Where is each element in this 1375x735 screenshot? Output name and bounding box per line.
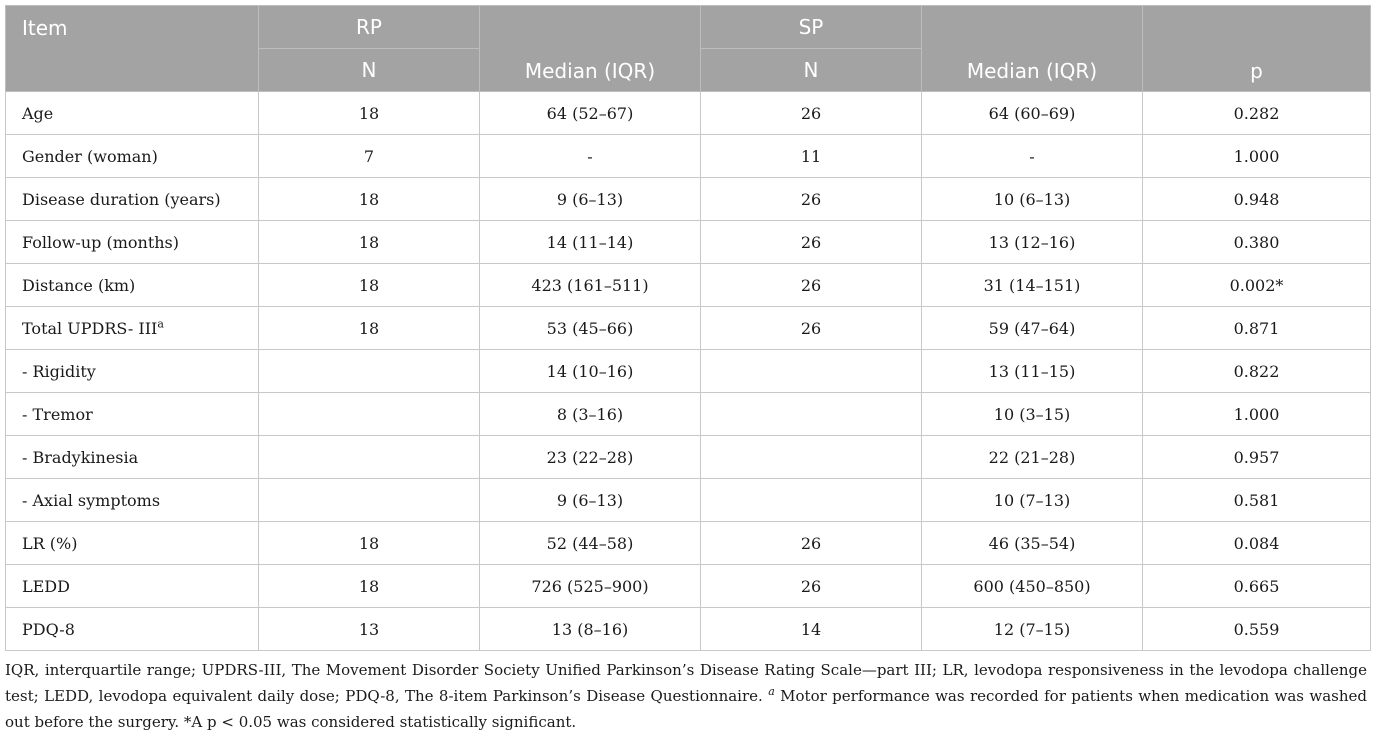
cell-sp-n: 26: [701, 178, 922, 221]
cell-rp-median: 726 (525–900): [480, 565, 701, 608]
cell-rp-n: [259, 350, 480, 393]
cell-rp-median: 423 (161–511): [480, 264, 701, 307]
cell-item: Age: [6, 92, 259, 135]
cell-p: 0.822: [1143, 350, 1371, 393]
header-sp-median: Median (IQR): [922, 6, 1143, 92]
table-body: [6, 92, 1371, 651]
cell-p: 0.871: [1143, 307, 1371, 350]
cell-rp-n: [259, 393, 480, 436]
header-rp-n: N: [259, 49, 480, 92]
cell-sp-median: 10 (6–13): [922, 178, 1143, 221]
cell-p: 0.380: [1143, 221, 1371, 264]
cell-sp-median: 46 (35–54): [922, 522, 1143, 565]
cell-sp-n: 26: [701, 92, 922, 135]
table-row: [6, 135, 1371, 178]
cell-rp-median: 9 (6–13): [480, 178, 701, 221]
cell-item: - Tremor: [6, 393, 259, 436]
cell-p: 0.581: [1143, 479, 1371, 522]
table-row: [6, 92, 1371, 135]
table-header: [6, 6, 1371, 92]
cell-item: Gender (woman): [6, 135, 259, 178]
cell-sp-median: 10 (7–13): [922, 479, 1143, 522]
data-table: [5, 5, 1371, 651]
cell-item: LR (%): [6, 522, 259, 565]
cell-sp-median: 10 (3–15): [922, 393, 1143, 436]
cell-sp-median: 59 (47–64): [922, 307, 1143, 350]
cell-rp-n: 18: [259, 565, 480, 608]
cell-p: 0.957: [1143, 436, 1371, 479]
cell-rp-median: 23 (22–28): [480, 436, 701, 479]
cell-sp-median: 22 (21–28): [922, 436, 1143, 479]
cell-sp-median: 31 (14–151): [922, 264, 1143, 307]
cell-item: - Axial symptoms: [6, 479, 259, 522]
cell-rp-n: 18: [259, 522, 480, 565]
cell-sp-n: [701, 479, 922, 522]
cell-rp-n: 13: [259, 608, 480, 651]
cell-sp-n: 26: [701, 221, 922, 264]
table-row: [6, 393, 1371, 436]
table-row: [6, 350, 1371, 393]
cell-sp-median: -: [922, 135, 1143, 178]
cell-rp-n: [259, 479, 480, 522]
cell-item: - Bradykinesia: [6, 436, 259, 479]
header-rp: RP: [259, 6, 480, 49]
cell-item: LEDD: [6, 565, 259, 608]
cell-rp-median: -: [480, 135, 701, 178]
cell-sp-n: 26: [701, 522, 922, 565]
cell-item: Follow-up (months): [6, 221, 259, 264]
cell-item: PDQ-8: [6, 608, 259, 651]
cell-rp-median: 64 (52–67): [480, 92, 701, 135]
cell-p: 0.282: [1143, 92, 1371, 135]
cell-p: 1.000: [1143, 393, 1371, 436]
table-row: [6, 479, 1371, 522]
cell-rp-median: 13 (8–16): [480, 608, 701, 651]
cell-sp-n: 26: [701, 307, 922, 350]
cell-rp-n: 18: [259, 264, 480, 307]
header-rp-median: Median (IQR): [480, 6, 701, 92]
table-row: [6, 221, 1371, 264]
cell-sp-median: 600 (450–850): [922, 565, 1143, 608]
cell-sp-n: 26: [701, 264, 922, 307]
cell-rp-median: 8 (3–16): [480, 393, 701, 436]
cell-p: 0.002*: [1143, 264, 1371, 307]
cell-sp-n: [701, 436, 922, 479]
cell-rp-n: [259, 436, 480, 479]
cell-rp-n: 18: [259, 221, 480, 264]
table-row: [6, 608, 1371, 651]
cell-p: 0.084: [1143, 522, 1371, 565]
cell-sp-median: 64 (60–69): [922, 92, 1143, 135]
table-row: [6, 522, 1371, 565]
header-p: p: [1143, 6, 1371, 92]
header-row-top: [6, 6, 1371, 49]
cell-sp-n: [701, 350, 922, 393]
superscript-a: a: [157, 317, 164, 331]
cell-item: Distance (km): [6, 264, 259, 307]
cell-p: 0.948: [1143, 178, 1371, 221]
cell-rp-median: 14 (10–16): [480, 350, 701, 393]
cell-p: 1.000: [1143, 135, 1371, 178]
cell-rp-median: 14 (11–14): [480, 221, 701, 264]
header-sp-n: N: [701, 49, 922, 92]
table-row: [6, 178, 1371, 221]
cell-p: 0.665: [1143, 565, 1371, 608]
table-row: [6, 264, 1371, 307]
table-row: [6, 307, 1371, 350]
header-item: Item: [6, 6, 259, 92]
cell-sp-n: 11: [701, 135, 922, 178]
cell-rp-n: 18: [259, 178, 480, 221]
header-sp: SP: [701, 6, 922, 49]
table-footnote: IQR, interquartile range; UPDRS-III, The Movement Disorder Society Unified Parkinson’s Disease Rating Scale—part III; LR, levodopa responsiveness in the levodopa challenge test; LEDD, levodopa equivalent daily dose; PDQ-8, The 8-item Parkinson’s Disease Questionnaire. $^a$ Motor performance was recorded for patients when medication was washed out before the surgery. *A p < 0.05 was considered statistically significant.: [5, 661, 1368, 731]
cell-rp-median: 9 (6–13): [480, 479, 701, 522]
cell-sp-n: 26: [701, 565, 922, 608]
cell-sp-median: 12 (7–15): [922, 608, 1143, 651]
cell-item: - Rigidity: [6, 350, 259, 393]
table-row: [6, 565, 1371, 608]
cell-item: Total UPDRS- III$^a$: [6, 307, 259, 350]
cell-rp-n: 7: [259, 135, 480, 178]
cell-item: Disease duration (years): [6, 178, 259, 221]
cell-rp-median: 53 (45–66): [480, 307, 701, 350]
table-row: [6, 436, 1371, 479]
cell-sp-n: 14: [701, 608, 922, 651]
cell-rp-n: 18: [259, 307, 480, 350]
cell-sp-median: 13 (12–16): [922, 221, 1143, 264]
cell-sp-median: 13 (11–15): [922, 350, 1143, 393]
cell-sp-n: [701, 393, 922, 436]
cell-p: 0.559: [1143, 608, 1371, 651]
cell-rp-n: 18: [259, 92, 480, 135]
cell-rp-median: 52 (44–58): [480, 522, 701, 565]
